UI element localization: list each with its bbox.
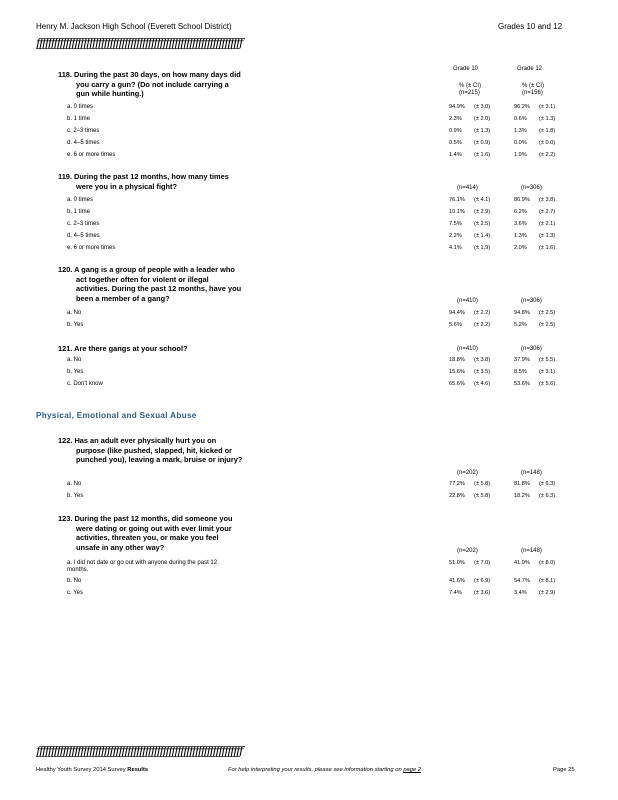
answer-option-label: c. 2–3 times: [67, 221, 100, 227]
grade12-percent: 3.6%: [514, 221, 527, 227]
grade10-percent: 10.1%: [449, 209, 465, 215]
answer-option-label: e. 6 or more times: [67, 152, 116, 158]
grade12-ci: (± 0.0): [539, 140, 556, 146]
grade12-percent: 8.5%: [514, 369, 527, 375]
grades-label: Grades 10 and 12: [498, 22, 563, 31]
grade10-ci: (± 0.9): [474, 140, 491, 146]
grade12-ci: (± 5.5): [539, 357, 556, 363]
grade10-ci: (± 1.6): [474, 152, 491, 158]
grade12-heading: Grade 12: [517, 66, 543, 72]
grade12-n-count: (n=148): [521, 470, 542, 476]
grade12-ci: (± 2.2): [539, 152, 556, 158]
grade10-percent: 22.8%: [449, 493, 465, 499]
grade10-percent: 7.5%: [449, 221, 462, 227]
grade10-ci: (± 4.1): [474, 197, 491, 203]
grade12-percent: 0.6%: [514, 116, 527, 122]
question-text-line: you carry a gun? (Do not include carrying a: [76, 79, 229, 89]
grade10-percent: 65.6%: [449, 381, 465, 387]
grade10-percent: 41.6%: [449, 578, 465, 584]
grade10-percent: 51.0%: [449, 560, 465, 566]
grade10-ci: (± 1.3): [474, 128, 491, 134]
grade12-percent: 3.4%: [514, 590, 527, 596]
grade10-n-count: (n=414): [457, 185, 478, 191]
question-text-line: 121. Are there gangs at your school?: [58, 344, 188, 353]
answer-option-label: d. 4–5 times: [67, 140, 100, 146]
grade12-percent: 41.9%: [514, 560, 530, 566]
grade10-percent: 15.6%: [449, 369, 465, 375]
answer-option-label: a. No: [67, 310, 82, 316]
grade10-percent: 76.1%: [449, 197, 465, 203]
question-text-line: purpose (like pushed, slapped, hit, kicked or: [76, 445, 233, 455]
grade12-percent: 6.2%: [514, 209, 527, 215]
question-text-line: were you in a physical fight?: [76, 181, 178, 191]
grade10-ci: (± 5.8): [474, 481, 491, 487]
grade10-ci: (± 2.5): [474, 221, 491, 227]
question-text-line: punched you), leaving a mark, bruise or injury?: [76, 455, 243, 465]
grade10-ci: (± 7.0): [474, 560, 491, 566]
grade10-ci: (± 3.6): [474, 590, 491, 596]
answer-option-label: a. No: [67, 357, 82, 363]
grade12-ci: (± 5.6): [539, 381, 556, 387]
grade10-ci: (± 1.9): [474, 245, 491, 251]
grade10-ci: (± 3.5): [474, 369, 491, 375]
footer-results-text: Results: [127, 767, 149, 773]
question-text-line: been a member of a gang?: [76, 293, 170, 303]
grade12-percent: 5.2%: [514, 322, 527, 328]
grade10-ci: (± 2.2): [474, 310, 491, 316]
answer-option-label: e. 6 or more times: [67, 245, 116, 251]
grade10-ci: (± 6.9): [474, 578, 491, 584]
grade12-ci: (± 8.0): [539, 560, 556, 566]
grade10-ci: (± 2.2): [474, 322, 491, 328]
grade12-ci: (± 3.8): [539, 197, 556, 203]
question-text-line: 118. During the past 30 days, on how many days did: [58, 70, 241, 79]
section-title: Physical, Emotional and Sexual Abuse: [36, 411, 197, 420]
grade10-n-count: (n=202): [457, 470, 478, 476]
grade12-percent: 86.9%: [514, 197, 530, 203]
header-decorative-rule: ƒƒƒƒƒƒƒƒƒƒƒƒƒƒƒƒƒƒƒƒƒƒƒƒƒƒƒƒƒƒƒƒƒƒƒƒƒƒƒƒƒƒƒƒƒƒƒƒƒƒƒƒƒƒƒƒƒƒƒƒƒƒƒƒƒƒƒƒƒƒ: [36, 36, 242, 50]
grade10-percent: 0.9%: [449, 128, 462, 134]
grade10-n-count: (n=202): [457, 548, 478, 554]
footer-survey-label: [36, 767, 148, 773]
question-text-line: 123. During the past 12 months, did someone you: [58, 514, 233, 523]
grade12-percent: 1.9%: [514, 152, 527, 158]
grade12-percent: 1.3%: [514, 128, 527, 134]
grade10-n-count: (n=215): [459, 90, 480, 96]
grade12-n-count: (n=156): [522, 90, 543, 96]
question-text-line: activities, threaten you, or make you feel: [76, 533, 219, 543]
grade12-ci: (± 3.1): [539, 104, 556, 110]
grade10-ci: (± 2.0): [474, 116, 491, 122]
grade10-percent: 2.2%: [449, 233, 462, 239]
answer-option-label: b. No: [67, 578, 82, 584]
grade10-ci: (± 5.8): [474, 493, 491, 499]
grade10-percent: 18.8%: [449, 357, 465, 363]
grade12-pct-ci-heading: % (± CI): [522, 83, 544, 89]
footer-help-sentence: For help interpreting your results, please see information starting on: [228, 767, 402, 773]
grade12-percent: 53.6%: [514, 381, 530, 387]
school-name: Henry M. Jackson High School (Everett School District): [36, 22, 232, 31]
answer-option-label: c. 2–3 times: [67, 128, 100, 134]
question-text-line: gun while hunting.): [76, 89, 144, 99]
grade12-ci: (± 2.9): [539, 590, 556, 596]
answer-option-label: a. 0 times: [67, 197, 94, 203]
grade10-percent: 94.9%: [449, 104, 465, 110]
grade12-n-count: (n=306): [521, 185, 542, 191]
grade12-percent: 18.2%: [514, 493, 530, 499]
answer-option-label-cont: months.: [67, 567, 89, 573]
grade12-percent: 0.0%: [514, 140, 527, 146]
grade10-ci: (± 1.4): [474, 233, 491, 239]
answer-option-label: b. Yes: [67, 322, 84, 328]
question-text-line: activities. During the past 12 months, have you: [76, 284, 242, 294]
grade12-ci: (± 2.5): [539, 310, 556, 316]
grade12-percent: 94.8%: [514, 310, 530, 316]
answer-option-label: d. 4–5 times: [67, 233, 100, 239]
grade12-ci: (± 3.1): [539, 369, 556, 375]
question-text-line: act together often for violent or illegal: [76, 274, 209, 284]
grade10-percent: 7.4%: [449, 590, 462, 596]
answer-option-label: c. Yes: [67, 590, 84, 596]
question-text-line: 120. A gang is a group of people with a leader who: [58, 265, 235, 274]
grade12-ci: (± 2.1): [539, 221, 556, 227]
grade12-percent: 81.8%: [514, 481, 530, 487]
grade10-n-count: (n=410): [457, 298, 478, 304]
grade12-ci: (± 8.1): [539, 578, 556, 584]
grade12-ci: (± 2.5): [539, 322, 556, 328]
grade10-ci: (± 2.9): [474, 209, 491, 215]
grade12-percent: 2.0%: [514, 245, 527, 251]
page-number: Page 25: [553, 767, 575, 773]
grade10-percent: 5.6%: [449, 322, 462, 328]
grade12-ci: (± 1.3): [539, 116, 556, 122]
grade10-percent: 1.4%: [449, 152, 462, 158]
grade10-percent: 77.2%: [449, 481, 465, 487]
grade10-n-count: (n=410): [457, 346, 478, 352]
grade12-percent: 1.3%: [514, 233, 527, 239]
grade12-n-count: (n=148): [521, 548, 542, 554]
grade10-percent: 4.1%: [449, 245, 462, 251]
grade10-ci: (± 3.0): [474, 104, 491, 110]
grade10-ci: (± 3.8): [474, 357, 491, 363]
question-text-line: unsafe in any other way?: [76, 542, 165, 552]
question-text-line: were dating or going out with ever limit your: [76, 523, 232, 533]
grade12-percent: 96.2%: [514, 104, 530, 110]
answer-option-label: b. 1 time: [67, 116, 91, 122]
answer-option-label: a. I did not date or go out with anyone during the past 12: [67, 560, 218, 566]
grade12-percent: 54.7%: [514, 578, 530, 584]
answer-option-label: b. Yes: [67, 493, 84, 499]
footer-page-link[interactable]: page 2: [403, 767, 422, 773]
grade10-percent: 2.3%: [449, 116, 462, 122]
grade12-ci: (± 1.3): [539, 233, 556, 239]
footer-help-text: [228, 767, 421, 773]
grade12-ci: (± 2.7): [539, 209, 556, 215]
answer-option-label: b. Yes: [67, 369, 84, 375]
grade12-ci: (± 1.6): [539, 245, 556, 251]
grade10-percent: 94.4%: [449, 310, 465, 316]
footer-survey-text: Healthy Youth Survey 2014 Survey: [36, 767, 126, 773]
grade10-heading: Grade 10: [453, 66, 479, 72]
question-text-line: 119. During the past 12 months, how many times: [58, 172, 229, 181]
grade12-n-count: (n=306): [521, 346, 542, 352]
grade12-ci: (± 6.3): [539, 493, 556, 499]
footer-decorative-rule: ƒƒƒƒƒƒƒƒƒƒƒƒƒƒƒƒƒƒƒƒƒƒƒƒƒƒƒƒƒƒƒƒƒƒƒƒƒƒƒƒƒƒƒƒƒƒƒƒƒƒƒƒƒƒƒƒƒƒƒƒƒƒƒƒƒƒƒƒƒƒ: [36, 744, 242, 758]
grade12-ci: (± 1.8): [539, 128, 556, 134]
grade12-ci: (± 6.3): [539, 481, 556, 487]
grade10-pct-ci-heading: % (± CI): [459, 83, 481, 89]
grade10-percent: 0.5%: [449, 140, 462, 146]
grade12-n-count: (n=306): [521, 298, 542, 304]
answer-option-label: a. 0 times: [67, 104, 94, 110]
question-text-line: 122. Has an adult ever physically hurt you on: [58, 436, 217, 445]
answer-option-label: a. No: [67, 481, 82, 487]
answer-option-label: b. 1 time: [67, 209, 91, 215]
grade10-ci: (± 4.6): [474, 381, 491, 387]
grade12-percent: 37.9%: [514, 357, 530, 363]
answer-option-label: c. Don't know: [67, 381, 103, 387]
